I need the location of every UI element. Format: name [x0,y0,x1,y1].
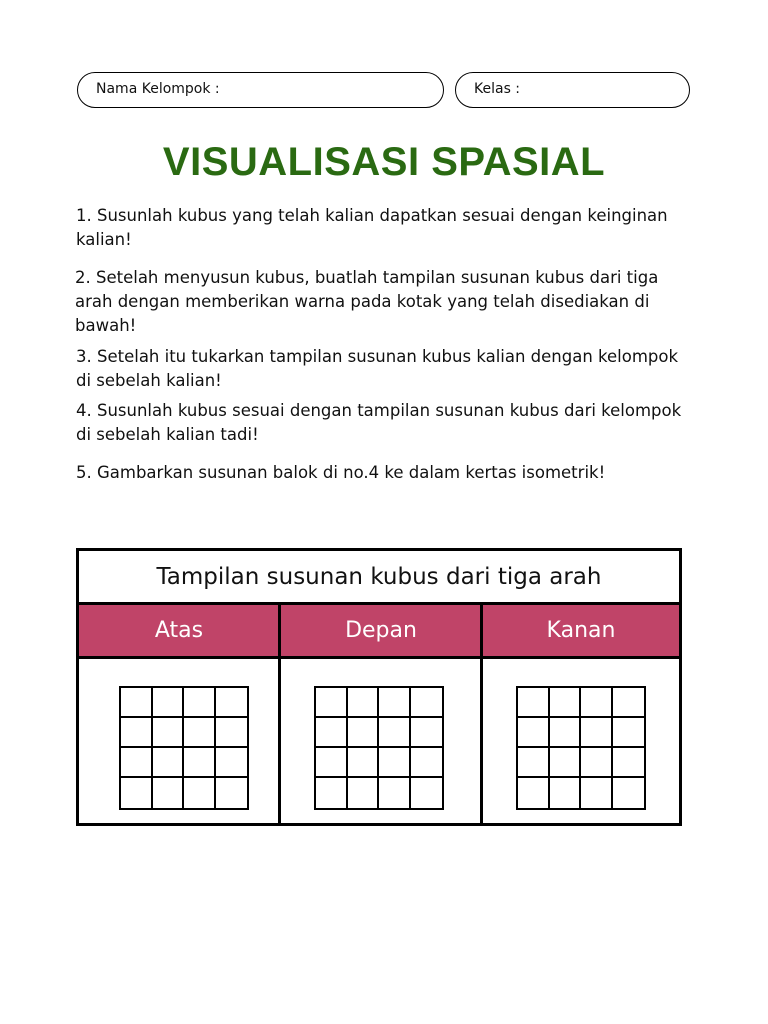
table-title: Tampilan susunan kubus dari tiga arah [79,551,679,605]
grid-cell[interactable] [184,778,216,808]
grid-cell[interactable] [216,778,248,808]
grid-cell[interactable] [348,778,380,808]
grid-cell[interactable] [379,718,411,748]
grid-cell[interactable] [216,718,248,748]
grid-cell[interactable] [518,748,550,778]
grid-atas[interactable] [119,686,249,810]
column-header-kanan: Kanan [546,618,616,643]
grid-cell[interactable] [184,688,216,718]
grid-cell[interactable] [581,778,613,808]
grid-cell[interactable] [184,748,216,778]
grid-cell[interactable] [153,748,185,778]
grid-cell[interactable] [316,748,348,778]
grid-cell[interactable] [379,688,411,718]
grid-cell[interactable] [581,748,613,778]
column-header-depan: Depan [345,618,417,643]
grid-cell[interactable] [581,688,613,718]
grid-cell[interactable] [153,718,185,748]
grid-cell[interactable] [121,748,153,778]
grid-cell[interactable] [613,748,645,778]
grid-cell[interactable] [550,778,582,808]
column-header-atas: Atas [154,618,204,643]
group-name-label: Nama Kelompok : [96,81,220,97]
grid-cell[interactable] [379,778,411,808]
page-title: VISUALISASI SPASIAL [162,140,606,184]
grid-cell[interactable] [581,718,613,748]
grid-cell[interactable] [216,688,248,718]
grid-cell[interactable] [153,688,185,718]
instruction-step-5: 5. Gambarkan susunan balok di no.4 ke dalam kertas isometrik! [76,463,606,482]
grid-cell[interactable] [216,748,248,778]
instruction-step-3: 3. Setelah itu tukarkan tampilan susunan kubus kalian dengan kelompok di sebelah kalian! [76,347,679,390]
grid-cell[interactable] [613,718,645,748]
grid-cell[interactable] [613,688,645,718]
grid-cell[interactable] [550,718,582,748]
group-name-field[interactable] [77,72,444,108]
class-label: Kelas : [474,81,521,97]
grid-cell[interactable] [550,688,582,718]
grid-cell[interactable] [121,688,153,718]
table-header-row [79,605,679,659]
grid-cell[interactable] [518,688,550,718]
grid-cell[interactable] [316,718,348,748]
grid-cell[interactable] [613,778,645,808]
grid-cell[interactable] [184,718,216,748]
grid-cell[interactable] [411,748,443,778]
grid-cell[interactable] [550,748,582,778]
grid-cell[interactable] [518,778,550,808]
grid-cell[interactable] [316,688,348,718]
grid-cell[interactable] [348,748,380,778]
grid-cell[interactable] [348,718,380,748]
grid-cell[interactable] [411,688,443,718]
grid-cell[interactable] [121,778,153,808]
instruction-step-4: 4. Susunlah kubus sesuai dengan tampilan susunan kubus dari kelompok di sebelah kalian tadi! [76,401,682,444]
grid-cell[interactable] [316,778,348,808]
grid-cell[interactable] [411,778,443,808]
column-divider [278,605,281,823]
instruction-step-2: 2. Setelah menyusun kubus, buatlah tampilan susunan kubus dari tiga arah dengan memberikan warna pada kotak yang telah disediakan di bawah! [75,268,659,335]
grid-depan[interactable] [314,686,444,810]
class-field[interactable] [455,72,690,108]
grid-cell[interactable] [153,778,185,808]
grid-cell[interactable] [518,718,550,748]
column-divider [480,605,483,823]
grid-cell[interactable] [348,688,380,718]
instruction-step-1: 1. Susunlah kubus yang telah kalian dapatkan sesuai dengan keinginan kalian! [76,206,668,249]
grid-cell[interactable] [121,718,153,748]
grid-cell[interactable] [411,718,443,748]
view-table [76,548,682,826]
grid-kanan[interactable] [516,686,646,810]
grid-cell[interactable] [379,748,411,778]
